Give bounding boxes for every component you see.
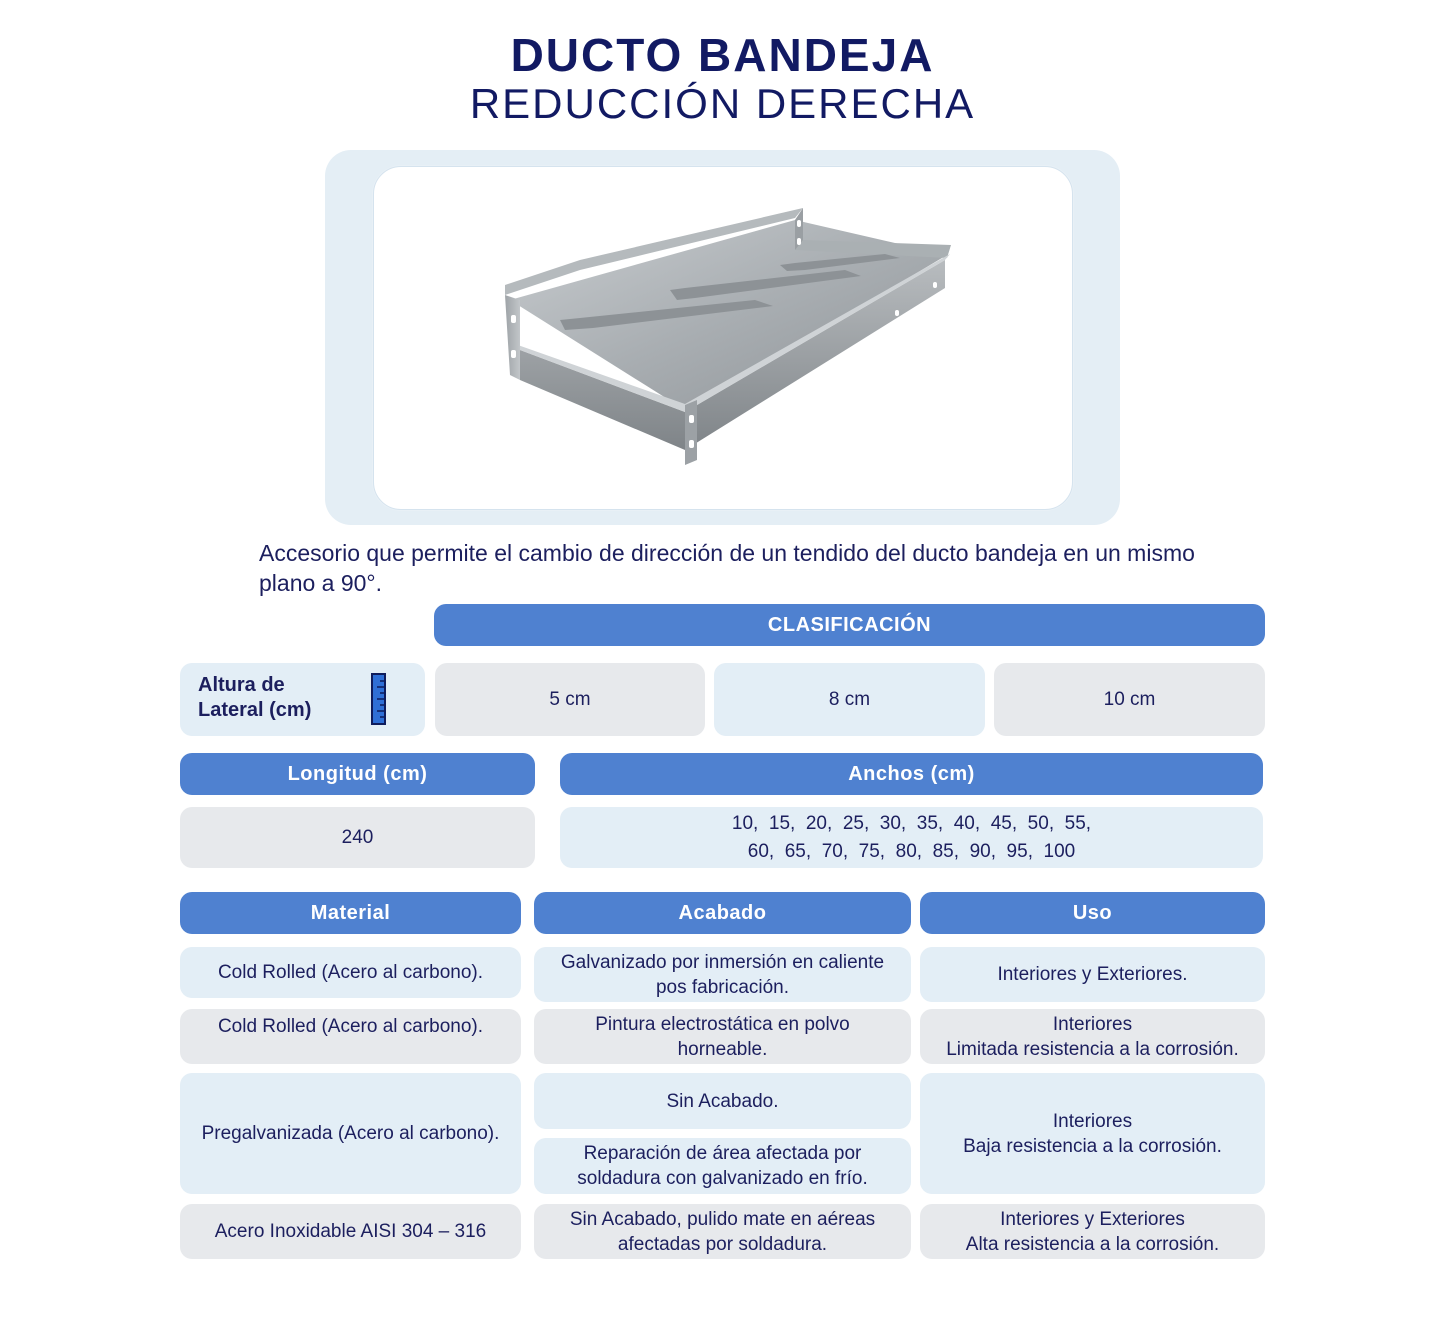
- page-title: DUCTO BANDEJA: [510, 29, 935, 81]
- anchos-line-1: 10, 15, 20, 25, 30, 35, 40, 45, 50, 55,: [731, 812, 1092, 834]
- material-cell: Pregalvanizada (Acero al carbono).: [180, 1073, 521, 1194]
- cable-tray-reducer-photo: [325, 150, 1120, 525]
- product-image-frame: [325, 150, 1120, 525]
- acabado-cell: Pintura electrostática en polvo horneable.: [534, 1009, 911, 1064]
- altura-10cm: 10 cm: [994, 663, 1265, 736]
- ruler-icon: [370, 673, 388, 725]
- acabado-cell: Reparación de área afectada por soldadura con galvanizado en frío.: [534, 1138, 911, 1194]
- anchos-line-2: 60, 65, 70, 75, 80, 85, 90, 95, 100: [747, 840, 1076, 862]
- material-cell: Cold Rolled (Acero al carbono).: [180, 947, 521, 998]
- uso-header: Uso: [920, 892, 1265, 934]
- uso-cell: Interiores y Exteriores.: [920, 947, 1265, 1002]
- material-cell: Cold Rolled (Acero al carbono).: [180, 1009, 521, 1064]
- altura-8cm: 8 cm: [714, 663, 985, 736]
- acabado-cell: Galvanizado por inmersión en caliente pos fabricación.: [534, 947, 911, 1002]
- altura-5cm: 5 cm: [435, 663, 705, 736]
- longitud-header: Longitud (cm): [180, 753, 535, 795]
- acabado-cell: Sin Acabado, pulido mate en aéreas afectadas por soldadura.: [534, 1204, 911, 1259]
- uso-cell: Interiores Limitada resistencia a la corrosión.: [920, 1009, 1265, 1064]
- anchos-values: [560, 807, 1263, 868]
- page-subtitle: REDUCCIÓN DERECHA: [469, 80, 976, 127]
- acabado-header: Acabado: [534, 892, 911, 934]
- material-cell: Acero Inoxidable AISI 304 – 316: [180, 1204, 521, 1259]
- altura-lateral-text: Altura de Lateral (cm): [198, 674, 312, 721]
- uso-cell: Interiores Baja resistencia a la corrosión.: [920, 1073, 1265, 1194]
- longitud-value: 240: [180, 807, 535, 868]
- uso-cell: Interiores y Exteriores Alta resistencia a la corrosión.: [920, 1204, 1265, 1259]
- product-description: Accesorio que permite el cambio de dirección de un tendido del ducto bandeja en un mismo plano a 90°.: [259, 540, 1195, 596]
- clasificacion-header: CLASIFICACIÓN: [434, 604, 1265, 646]
- anchos-header: Anchos (cm): [560, 753, 1263, 795]
- altura-lateral-label: [180, 663, 425, 736]
- acabado-cell: Sin Acabado.: [534, 1073, 911, 1129]
- material-header: Material: [180, 892, 521, 934]
